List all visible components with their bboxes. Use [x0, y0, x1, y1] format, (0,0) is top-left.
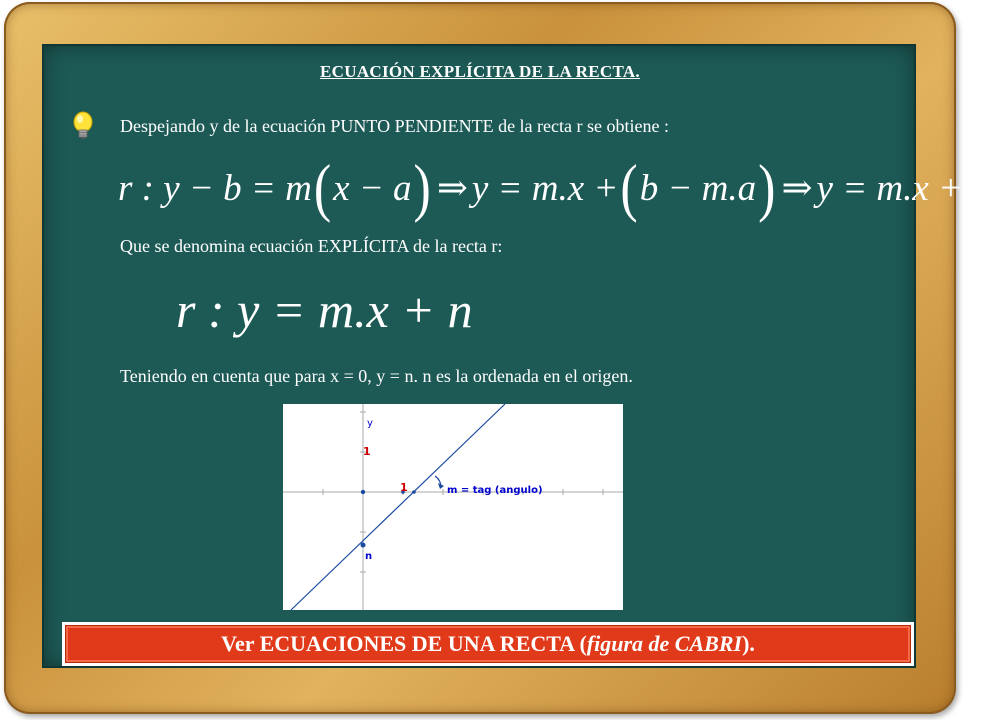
cabri-link-suffix: ).	[742, 631, 755, 656]
eq1-implies-arrow-2: ⇒	[781, 168, 813, 209]
cabri-link-button-face[interactable]	[65, 625, 911, 663]
eq1-part-4: b − m.a	[639, 167, 757, 209]
lightbulb-icon	[70, 110, 96, 142]
eq1-close-paren-2: )	[758, 152, 776, 224]
eq1-open-paren-2: (	[620, 152, 638, 224]
slope-label: m = tag (angulo)	[447, 485, 543, 496]
eq1-part-5: y = m.x + n	[816, 167, 991, 209]
denomination-text: Que se denomina ecuación EXPLÍCITA de la recta r:	[120, 236, 503, 256]
origin-note: Teniendo en cuenta que para x = 0, y = n. n es la ordenada en el origen.	[120, 366, 633, 386]
cabri-link-prefix: Ver ECUACIONES DE UNA RECTA (	[221, 631, 587, 656]
graph-axes	[283, 404, 623, 610]
intercept-label: n	[365, 551, 373, 562]
y-tick-label: 1	[363, 445, 371, 458]
equation-derivation	[118, 152, 991, 224]
eq1-part-3: y = m.x +	[471, 167, 619, 209]
intro-text: Despejando y de la ecuación PUNTO PENDIENTE de la recta r se obtiene :	[120, 116, 669, 136]
cabri-graph	[283, 404, 623, 610]
x-intercept-point	[412, 490, 416, 494]
slide-title: ECUACIÓN EXPLÍCITA DE LA RECTA.	[320, 62, 640, 81]
cabri-link-button[interactable]	[62, 622, 914, 666]
graph-line	[291, 404, 505, 610]
intercept-point	[361, 543, 366, 548]
explicit-equation: r : y = m.x + n	[176, 282, 473, 338]
y-axis-label: y	[367, 418, 373, 429]
eq1-close-paren-1: )	[413, 152, 431, 224]
eq1-part-1: r : y − b = m	[118, 167, 312, 209]
x-tick-label: 1	[400, 481, 408, 494]
cabri-link-italic: figura de CABRI	[586, 631, 743, 656]
origin-point	[361, 490, 365, 494]
eq1-part-2: x − a	[333, 167, 412, 209]
eq1-implies-arrow-1: ⇒	[436, 168, 468, 209]
eq1-open-paren-1: (	[313, 152, 332, 224]
